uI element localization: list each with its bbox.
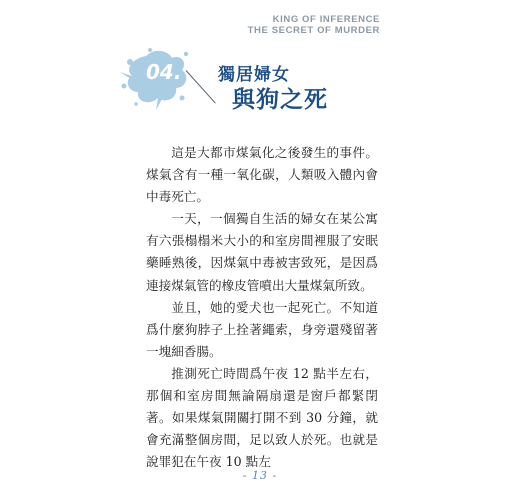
chapter-title-line-1: 獨居婦女: [218, 65, 290, 85]
paragraph-2: 一天，一個獨自生活的婦女在某公寓有六張榻榻米大小的和室房間裡服了安眠藥睡熟後，因煤氣中毒被害致死，是因爲連接煤氣管的橡皮管噴出大量煤氣所致。: [146, 211, 378, 293]
header-line-2: THE SECRET OF MURDER: [247, 25, 380, 36]
book-title-header: [248, 14, 380, 36]
paragraph-4: 推測死亡時間爲午夜 12 點半左右，那個和室房間無論隔扇還是窗戶都緊閉著。如果煤氣開關打開不到 30 分鐘，就會充滿整個房間，足以致人於死。也就是說罪犯在午夜 10 點左: [146, 365, 378, 470]
page-number: - 13 -: [242, 469, 278, 482]
chapter-title-line-2: 與狗之死: [232, 86, 328, 113]
chapter-number: 04.: [146, 60, 182, 84]
paragraph-3: 並且，她的愛犬也一起死亡。不知道爲什麼狗脖子上拴著繩索，身旁還殘留著一塊細香腸。: [146, 299, 378, 359]
header-line-1: KING OF INFERENCE: [272, 14, 380, 25]
story-body: [146, 142, 378, 473]
paragraph-1: 這是大都市煤氣化之後發生的事件。煤氣含有一種一氧化碳，人類吸入體內會中毒死亡。: [146, 145, 378, 205]
